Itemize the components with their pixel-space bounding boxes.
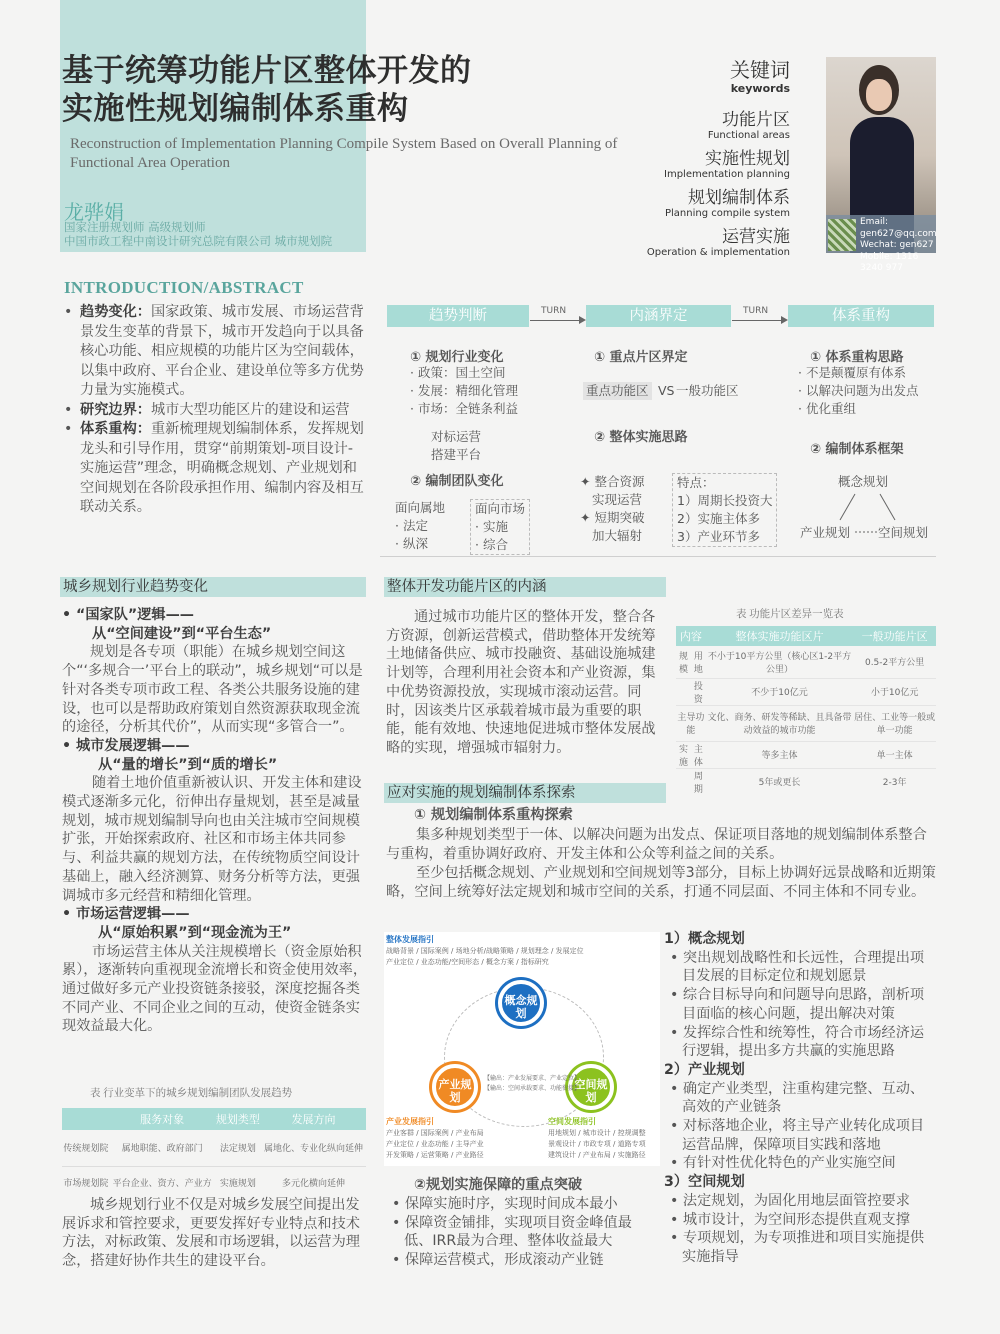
author-name: 龙骅娟 <box>64 200 124 224</box>
spatial-planning-node: 空间规划 <box>568 1064 614 1110</box>
table2: 内容 整体实施功能区片 一般功能片区 规模 用地 不小于10平方公里（核心区1-2平方公里） 0.5-2平方公里 投资 不少于10亿元 小于10亿元 主导功能 文化、商务、研发等稀缺、且具备带动效益的城市功能 居住、工业等一般或单一功能 实施 主体 等多主体 单一主体 周期 5年或更长 2-3年 <box>676 626 936 795</box>
intro-heading: INTRODUCTION/ABSTRACT <box>64 278 304 297</box>
stage-2: 内涵界定 <box>586 305 731 327</box>
framework-left: 产业规划 <box>800 525 851 540</box>
col2-heading2: ② 整体实施思路 <box>594 430 688 445</box>
turn-arrow-1 <box>530 320 580 321</box>
col1-heading2: ② 编制团队变化 <box>410 474 504 489</box>
author-affiliation: 国家注册规划师 高级规划师 中国市政工程中南设计研究总院有限公司 城市规划院 <box>64 220 333 248</box>
turn-label: TURN <box>541 306 567 316</box>
concept-planning-node: 概念规划 <box>498 980 544 1026</box>
english-title: Reconstruction of Implementation Planning Compile System Based on Overall Planning of Functional Area Operation <box>70 136 618 171</box>
section-trend-heading: 城乡规划行业趋势变化 <box>60 577 366 597</box>
contact-info: Email: gen627@qq.com Wechat: gen627 Mobile: 1316 3240 977 <box>826 215 936 253</box>
col1-heading1: ① 规划行业变化 <box>410 350 504 365</box>
system-para2: 至少包括概念规划、产业规划和空间规划等3部分，目标上协调好远景战略和近期策略，空间上统筹好法定规划和城市空间的关系，打通不同层面、不同主体和不同专业。 <box>386 865 936 900</box>
author-photo <box>826 57 937 273</box>
planning-system-diagram: 整体发展指引 战略背景 / 国际案例 / 场地分析/战略策略 / 规划理念 / 发展定位 产业定位 / 业态功能/空间形态 / 概念方案 / 指标研究 概念规划 产业规划 空间规划 【输出：产业发展要求、产业定位】 【输出：空间承载要求、功能衔接】 产业发展指引 产业客群 / 国际案例 / 产业布局 产业定位 / 业态功能 / 主导产业 开发策略 / 运营策略 / 产业路径 空间发展指引 用地规划 / 城市设计 / 控规调整 景观设计 / 市政专项 / 道路专项 建筑设计 / 产业布局 / 实施路径 <box>384 932 660 1166</box>
key-area-label: 重点功能区 <box>583 382 652 400</box>
section-system-heading: 应对实施的规划编制体系探索 <box>384 783 666 803</box>
table2-caption: 表 功能片区差异一览表 <box>736 609 844 620</box>
keyword-3: 规划编制体系 Planning compile system <box>665 188 790 219</box>
col1-mid: 对标运营 搭建平台 <box>431 429 482 462</box>
table1-caption: 表 行业变革下的城乡规划编制团队发展趋势 <box>90 1088 293 1099</box>
vs-label: VS <box>658 383 675 398</box>
col1-right: 面向市场 · 实施 · 综合 <box>470 499 530 555</box>
intro-text: • 趋势变化：国家政策、城市发展、市场运营背景发生变革的背景下，城市开发趋向于以具备核心功能、相应规模的功能片区为空间载体，以集中政府、平台企业、建设单位等多方优势力量为实施模式。 • 研究边界：城市大型功能区片的建设和运营 • 体系重构：重新梳理规划编制体系，发挥规划龙头和引导作用，贯穿“前期策划-项目设计-实施运营”理念，明确概念规划、产业规划和空间规划在各阶段承担作用、编制内容及相互联动关系。 <box>62 303 366 518</box>
general-area-label: 一般功能区 <box>676 383 739 398</box>
section-trend-conclusion: 城乡规划行业不仅是对城乡发展空间提出发展诉求和管控要求，更要发挥好专业特点和技术方法，对标政策、发展和市场逻辑，以运营为理念，搭建好协作共生的建设平台。 <box>62 1197 360 1270</box>
guarantee-subheading: ②规划实施保障的重点突破 <box>414 1177 583 1193</box>
planning-types-list: 1）概念规划 • 突出规划战略性和长远性，合理提出项目发展的目标定位和规划愿景 • 综合目标导向和问题导向思路，剖析项目面临的核心问题，提出解决对策 • 发挥综合性和统筹性，符合市场经济运行逻辑，提出多方共赢的实施思路 2）产业规划 • 确定产业类型，注重构建完整、互动、高效的产业链条 • 对标落地企业，将主导产业转化成项目运营品牌，保障项目实践和落地 • 有针对性优化特色的产业实施空间 3）空间规划 • 法定规划，为固化用地层面管控要求 • 城市设计，为空间形态提供直观支撑 • 专项规划，为专项推进和项目实施提供实施指导 <box>664 931 925 1265</box>
col3-list: · 不是颠覆原有体系 · 以解决问题为出发点 · 优化重组 <box>798 365 919 416</box>
col3-heading1: ① 体系重构思路 <box>810 350 904 365</box>
col2-right: 特点： 1）周期长投资大 2）实施主体多 3）产业环节多 <box>672 473 777 547</box>
col2-heading1: ① 重点片区界定 <box>594 350 688 365</box>
turn-label: TURN <box>743 306 769 316</box>
framework-right: 空间规划 <box>878 525 929 540</box>
arrow-head-icon <box>579 316 586 324</box>
divider <box>380 556 936 557</box>
col3-heading2: ② 编制体系框架 <box>810 442 904 457</box>
stage-3: 体系重构 <box>788 305 934 327</box>
page-title: 基于统筹功能片区整体开发的 实施性规划编制体系重构 <box>62 53 472 127</box>
section-trend-text: • “国家队”逻辑—— 从“空间建设”到“平台生态” 规划是各专项（职能）在城乡规划空间这个“‘多规合一’平台上的联动”，城乡规划“可以是针对各类专项市政工程、各类公共服务设施的建设，也可以是帮助政府策划自然资源获取现金流的途径，分析其代价”，从而实现“多管合一”。 • 城市发展逻辑—— 从“量的增长”到“质的增长” 随着土地价值重新被认识、开发主体和建设模式逐渐多元化，衍伸出存量规划，甚至是减量规划，城市规划编制导向也由关注城市空间规模扩张，开始探索政府、社区和市场主体共同参与、利益共赢的规划方法，在传统物质空间设计基础上，融入经济测算、财务分析等方法，更强调城市多元经营和精细化管理。 • 市场运营逻辑—— 从“原始积累”到“现金流为王” 市场运营主体从关注规模增长（资金原始积累），逐渐转向重视现金流增长和资金使用效率，通过做好多元产业投资链条接驳，深度挖掘各类不同产业、不同企业之间的互动，使资金链条实现效益最大化。 <box>62 607 368 1035</box>
guarantee-list: • 保障实施时序，实现时间成本最小 • 保障资金铺排，实现项目资金峰值最低、IRR最为合理、整体收益最大 • 保障运营模式，形成滚动产业链 <box>392 1196 632 1269</box>
framework-arrows <box>800 490 940 530</box>
col1-left: 面向属地 · 法定 · 纵深 <box>395 500 446 551</box>
turn-arrow-2 <box>732 320 782 321</box>
col1-list: · 政策：国土空间 · 发展：精细化管理 · 市场：全链条利益 <box>410 365 518 416</box>
system-para1: 集多种规划类型于一体、以解决问题为出发点、保证项目落地的规划编制体系整合与重构，着重协调好政府、开发主体和公众等利益之间的关系。 <box>386 827 927 862</box>
section-connotation-heading: 整体开发功能片区的内涵 <box>384 577 666 597</box>
framework-top: 概念规划 <box>838 474 889 489</box>
keyword-4: 运营实施 Operation & implementation <box>646 227 790 258</box>
system-subheading: ① 规划编制体系重构探索 <box>414 807 573 823</box>
stage-1: 趋势判断 <box>387 305 529 327</box>
table1: 服务对象 规划类型 发展方向 传统规划院 属地职能、政府部门 法定规划 属地化、专业化纵向延伸 市场规划院 平台企业、资方、产业方 实施规划 多元化横向延伸 <box>62 1108 366 1198</box>
keyword-2: 实施性规划 Implementation planning <box>664 149 790 180</box>
arrow-head-icon <box>781 316 788 324</box>
keywords-heading: 关键词 keywords <box>730 58 790 95</box>
industry-planning-node: 产业规划 <box>432 1064 478 1110</box>
col2-left: ✦ 整合资源 实现运营 ✦ 短期突破 加大辐射 <box>580 474 645 543</box>
keyword-1: 功能片区 Functional areas <box>707 110 790 141</box>
qr-code-icon <box>828 219 856 251</box>
section-connotation-text: 通过城市功能片区的整体开发，整合各方资源，创新运营模式，借助整体开发统筹土地储备供应、城市投融资、基础设施城建计划等，合理利用社会资本和产业资源，集中优势资源投放，实现城市滚动运营。同时，因该类片区承载着城市最为重要的职能，能有效地、快速地促进城市整体发展战略的实现，增强城市辐射力。 <box>386 609 656 756</box>
